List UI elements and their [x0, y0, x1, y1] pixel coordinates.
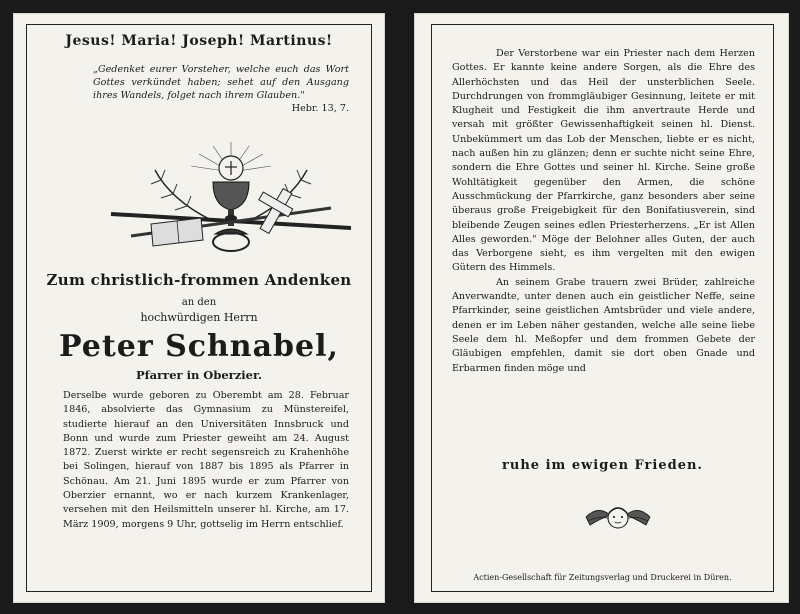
deceased-title: Pfarrer in Oberzier.	[136, 368, 262, 382]
cherub-icon	[582, 501, 654, 535]
quote-reference: Hebr. 13, 7.	[291, 103, 349, 114]
chalice-emblem-icon	[91, 140, 371, 260]
memorial-card-front	[14, 14, 384, 602]
eulogy-paragraph-1: Der Verstorbene war ein Priester nach dem Herzen Gottes. Er kannte keine andere Sorgen, als die Ehre des Allerhöchsten und das Heil der unsterblichen Seele. Durchdrungen von frommgläubiger Gesinnung, leitete er mit Klugheit und Festigkeit die ihm anvertraute Herde und versah mit größter Gewissenhaftigkeit seinen hl. Dienst. Unbekümmert um das Lob der Menschen, liebte er es nicht, nach außen hin zu glänzen; denn er suchte nicht seine Ehre, sondern die Ehre Gottes und seiner hl. Kirche. Seine große Wohltätigkeit gegenüber den Armen, die schöne Ausschmückung der Pfarrkirche, ganz besonders aber seine überaus große Freigebigkeit für den Bonifatiusverein, sind bleibende Zeugen seines edlen Priesterherzens. „Er ist Allen Alles geworden." Möge der Belohner alles Guten, der auch das Verborgene sieht, es ihm vergelten mit den ewigen Gütern des Himmels.	[452, 48, 755, 274]
invocation-heading: Jesus! Maria! Joseph! Martinus!	[65, 33, 333, 49]
biography-text: Derselbe wurde geboren zu Oberembt am 28. Februar 1846, absolvierte das Gymnasium zu Münstereifel, studierte hierauf an den Universitäten Innsbruck und Bonn und wurde zum Priester geweiht am 24. August 1872. Zuerst wirkte er recht segensreich zu Krahenhöhe bei Solingen, hierauf von 1887 bis 1895 als Pfarrer in Schönau. Am 21. Juni 1895 wurde er zum Pfarrer von Oberzier ernannt, wo er nach kurzem Krankenlager, versehen mit den Heilsmitteln unserer hl. Kirche, am 17. März 1909, morgens 9 Uhr, gottselig im Herrn entschlief.	[63, 390, 349, 530]
eulogy-paragraph-2: An seinem Grabe trauern zwei Brüder, zahlreiche Anverwandte, unter denen auch ein geistlicher Neffe, seine Pfarrkinder, seine geistlichen Amtsbrüder und viele andere, denen er im Leben näher gestanden, welche alle seine liebe Seele dem hl. Meßopfer und dem frommen Gebete der Gläubigen empfehlen, damit sie dort oben Gnade und Erbarmen finden möge und	[452, 276, 755, 374]
memorial-card-back	[415, 14, 788, 602]
printer-imprint: Actien-Gesellschaft für Zeitungsverlag und Druckerei in Düren.	[473, 573, 732, 582]
card-border-frame	[26, 24, 372, 592]
closing-line: ruhe im ewigen Frieden.	[502, 458, 703, 473]
scripture-quote	[93, 63, 349, 115]
deceased-name: Peter Schnabel,	[59, 329, 339, 364]
quote-text: „Gedenket eurer Vorsteher, welche euch das Wort Gottes verkündet haben; sehet auf den Ausgang ihres Wandels, folget nach ihrem Glauben."	[93, 64, 349, 101]
honorific-text: hochwürdigen Herrn	[140, 311, 258, 324]
memorial-heading: Zum christlich-frommen Andenken	[46, 271, 352, 289]
card-border-frame	[431, 24, 774, 592]
an-den-text: an den	[181, 297, 217, 308]
eulogy-text	[452, 47, 755, 376]
